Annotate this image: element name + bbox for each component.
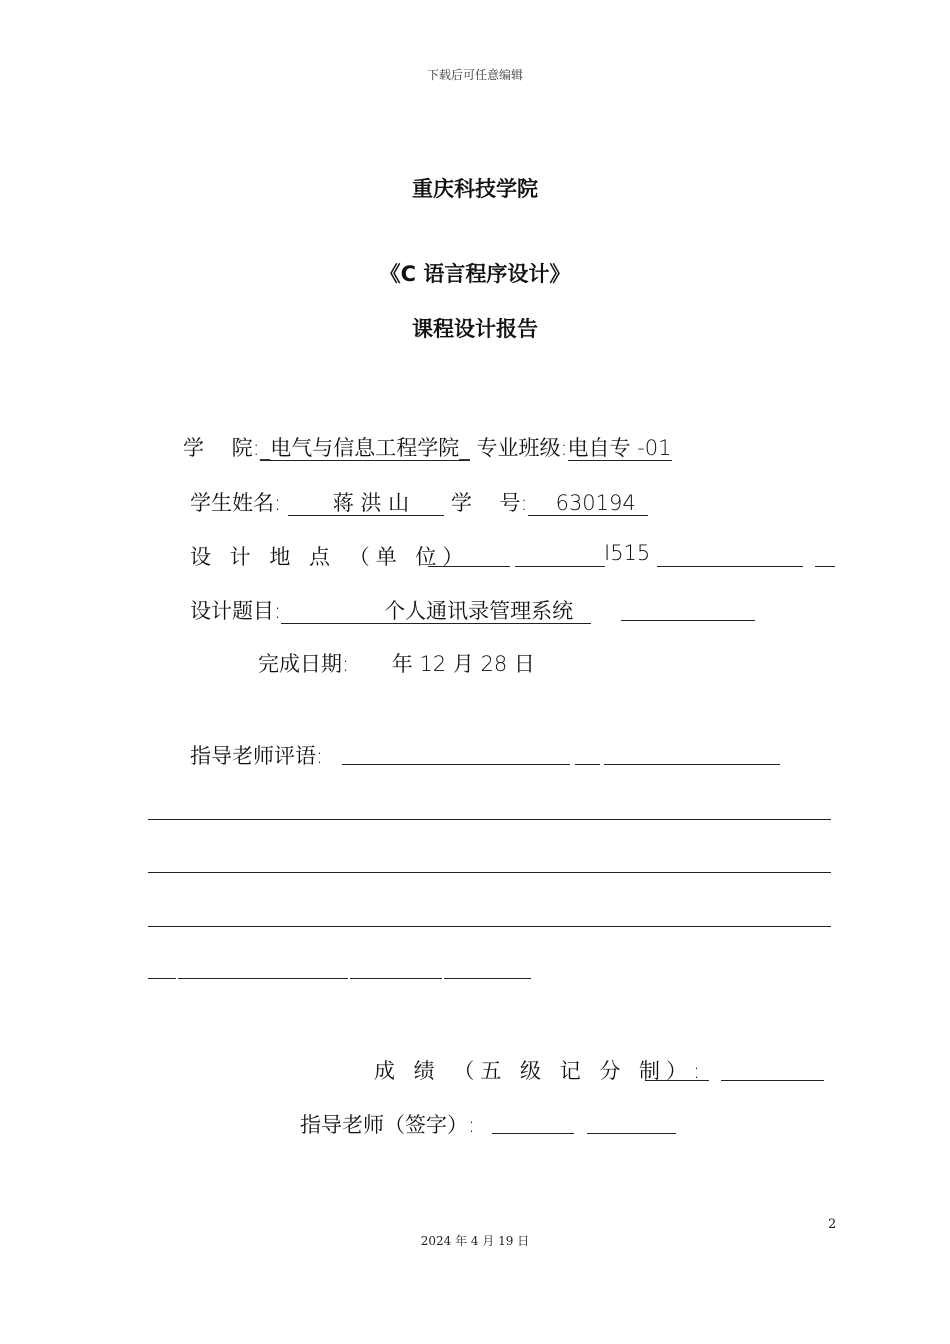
location-underline-2 (515, 566, 605, 567)
college-value: _电气与信息工程学院_ (259, 436, 470, 460)
id-label: 学 号: (450, 491, 528, 515)
id-value: 630194 (528, 491, 648, 516)
topic-underline-tail (621, 620, 755, 621)
grade-underline-1 (645, 1080, 709, 1081)
footer-date: 2024 年 4 月 19 日 (420, 1234, 530, 1248)
location-underline-3 (657, 566, 803, 567)
topic-row (190, 595, 591, 625)
comment-line-c (604, 764, 780, 765)
comment-line-b (575, 764, 600, 765)
student-row (190, 487, 648, 517)
comment-line-5a (148, 978, 176, 979)
date-row (258, 648, 535, 678)
date-value: 年 12 月 28 日 (391, 652, 535, 676)
comment-line-3 (148, 872, 831, 873)
comment-line-2 (148, 819, 831, 820)
location-underline-1 (428, 566, 510, 567)
report-title: 课程设计报告 (412, 317, 538, 341)
signature-underline-1 (492, 1133, 574, 1134)
location-underline-4 (815, 566, 835, 567)
header-note: 下载后可任意编辑 (426, 68, 523, 82)
topic-label: 设计题目: (190, 599, 282, 623)
comment-line-4 (148, 926, 831, 927)
class-value: 电自专 -01 (567, 436, 672, 460)
comment-label: 指导老师评语: (190, 744, 324, 768)
comment-line-a (342, 764, 570, 765)
signature-label: 指导老师（签字）: (300, 1113, 476, 1137)
school-title: 重庆科技学院 (412, 177, 538, 201)
student-label: 学生姓名: (190, 491, 282, 515)
location-label: 设 计 地 点 （单 位） (190, 545, 470, 569)
topic-value: 个人通讯录管理系统 (281, 599, 591, 624)
date-label: 完成日期: (258, 652, 350, 676)
comment-line-5d (444, 978, 531, 979)
class-label: 专业班级: (476, 436, 568, 460)
location-value: I515 (604, 541, 651, 565)
page-number: 2 (828, 1217, 837, 1232)
college-row (183, 432, 672, 462)
course-title: 《C 语言程序设计》 (379, 262, 571, 286)
student-value: 蒋 洪 山 (288, 491, 444, 516)
signature-underline-2 (587, 1133, 676, 1134)
college-label: 学 院: (183, 436, 260, 460)
comment-line-5c (350, 978, 442, 979)
grade-underline-2 (721, 1080, 824, 1081)
comment-line-5b (178, 978, 348, 979)
grade-label: 成 绩 （五 级 记 分 制）: (374, 1059, 707, 1083)
